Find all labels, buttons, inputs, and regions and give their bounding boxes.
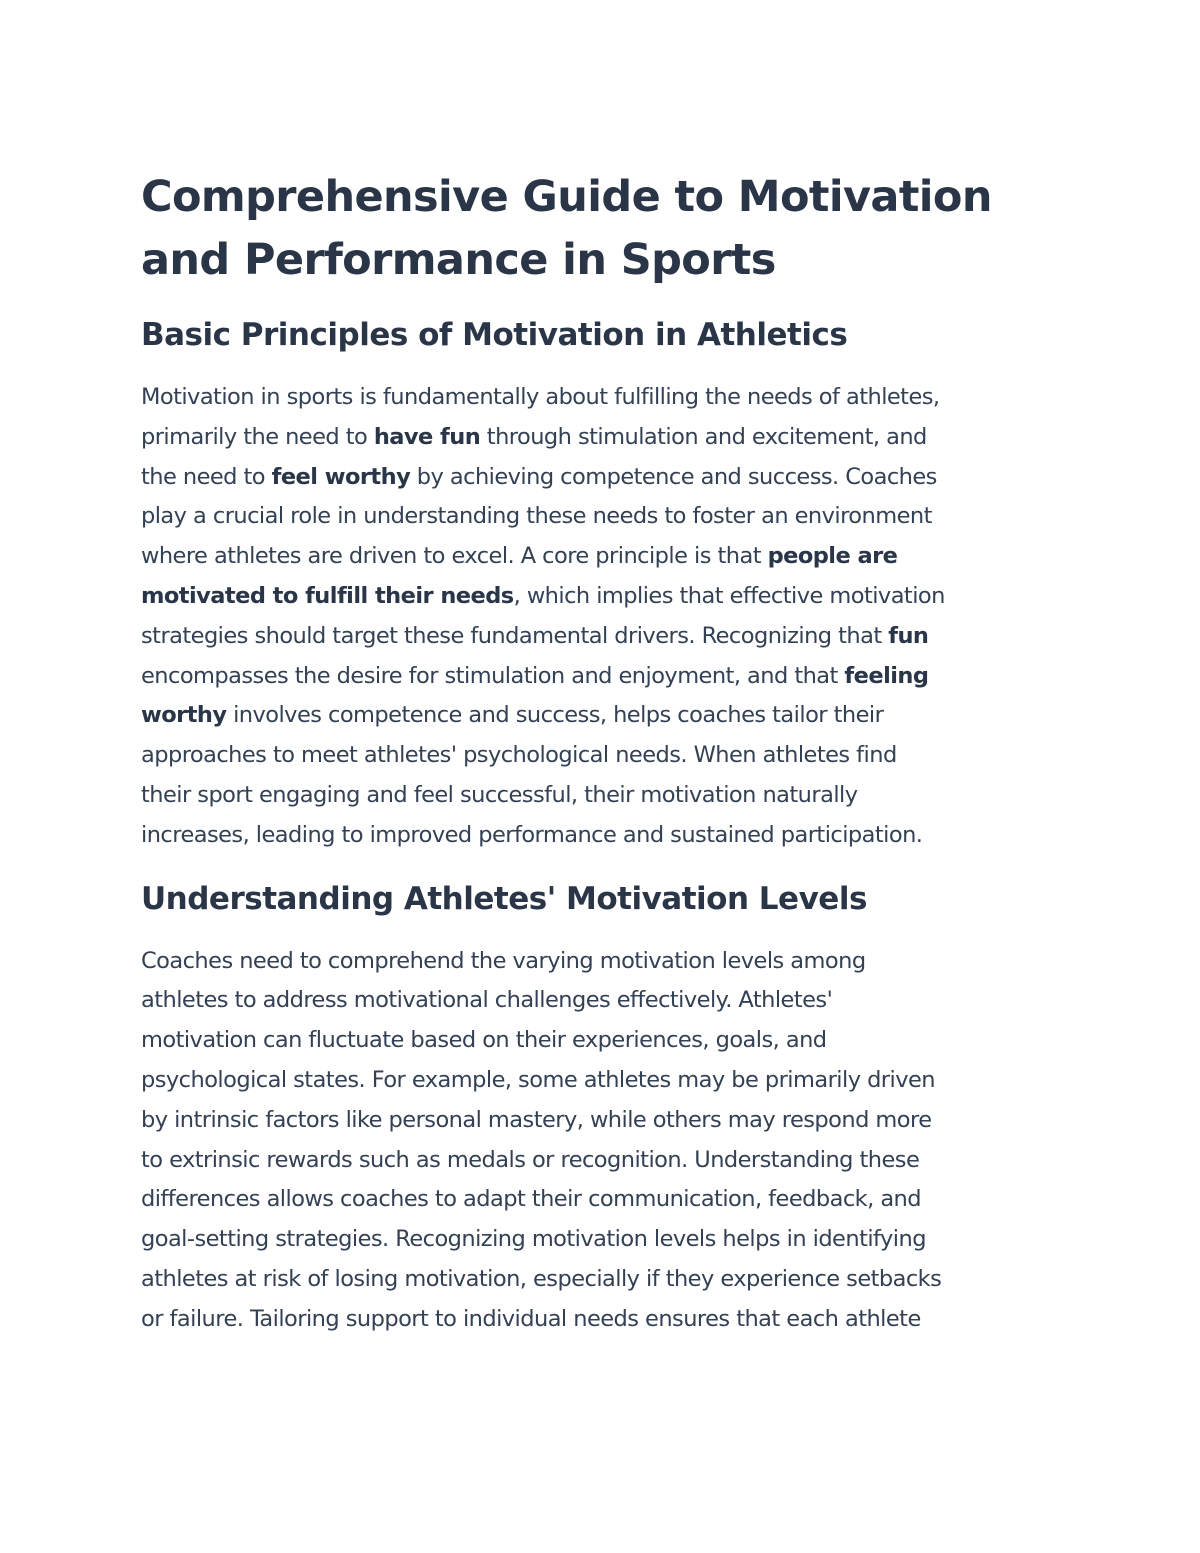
paragraph-line: differences allows coaches to adapt their communication, feedback, and [141,1186,922,1213]
paragraph-line: motivation can fluctuate based on their experiences, goals, and [141,1027,827,1054]
paragraph-line: goal-setting strategies. Recognizing motivation levels helps in identifying [141,1226,926,1253]
bold-phrase: motivated to fulfill their needs [141,582,514,609]
text-run: where athletes are driven to excel. A core principle is that [141,543,768,570]
paragraph-line: or failure. Tailoring support to individual needs ensures that each athlete [141,1305,921,1332]
paragraph-line [141,458,1061,498]
text-run: play a crucial role in understanding these needs to foster an environment [141,503,932,530]
text-run: approaches to meet athletes' psychological needs. When athletes find [141,742,897,769]
text-run: primarily the need to [141,423,374,450]
paragraph-line [141,537,1061,577]
title-line: and Performance in Sports [141,235,776,285]
bold-phrase: worthy [141,702,227,729]
bold-phrase: feel worthy [271,463,411,490]
text-run: the need to [141,463,272,490]
section-heading-basic-principles: Basic Principles of Motivation in Athletics [141,317,848,353]
text-run: Motivation in sports is fundamentally about fulfilling the needs of athletes, [141,384,940,410]
paragraph-line [141,776,1061,816]
paragraph-line [141,497,1061,537]
document-title [141,166,1061,292]
paragraph-line: athletes at risk of losing motivation, especially if they experience setbacks [141,1265,942,1292]
bold-phrase: people are [767,543,898,570]
paragraph-line [141,696,1061,736]
text-run: strategies should target these fundamental drivers. Recognizing that [141,622,889,649]
bold-phrase: fun [888,622,929,649]
paragraph-line: by intrinsic factors like personal mastery, while others may respond more [141,1106,932,1133]
paragraph-line [141,418,1061,458]
section-heading-motivation-levels: Understanding Athletes' Motivation Levels [141,880,867,917]
text-run: involves competence and success, helps coaches tailor their [226,702,884,729]
paragraph-line [141,617,1061,657]
text-run: by achieving competence and success. Coaches [410,463,937,490]
paragraph-basic-principles [141,378,1061,856]
text-run: increases, leading to improved performance and sustained participation. [141,821,923,848]
bold-phrase: feeling [844,662,929,689]
paragraph-line: psychological states. For example, some athletes may be primarily driven [141,1066,935,1093]
text-run: through stimulation and excitement, and [480,423,927,450]
paragraph-line [141,816,1061,856]
text-run: encompasses the desire for stimulation and enjoyment, and that [141,662,845,689]
paragraph-motivation-levels [141,942,1061,1340]
paragraph-line [141,378,1061,418]
paragraph-line: Coaches need to comprehend the varying motivation levels among [141,947,866,974]
paragraph-line: athletes to address motivational challenges effectively. Athletes' [141,987,833,1014]
paragraph-line [141,577,1061,617]
text-run: , which implies that effective motivation [513,582,945,609]
paragraph-line [141,736,1061,776]
paragraph-line: to extrinsic rewards such as medals or recognition. Understanding these [141,1146,920,1173]
text-run: their sport engaging and feel successful, their motivation naturally [141,781,858,808]
bold-phrase: have fun [373,423,481,450]
document-page [141,166,1061,1362]
paragraph-line [141,657,1061,697]
title-line: Comprehensive Guide to Motivation [141,172,992,222]
